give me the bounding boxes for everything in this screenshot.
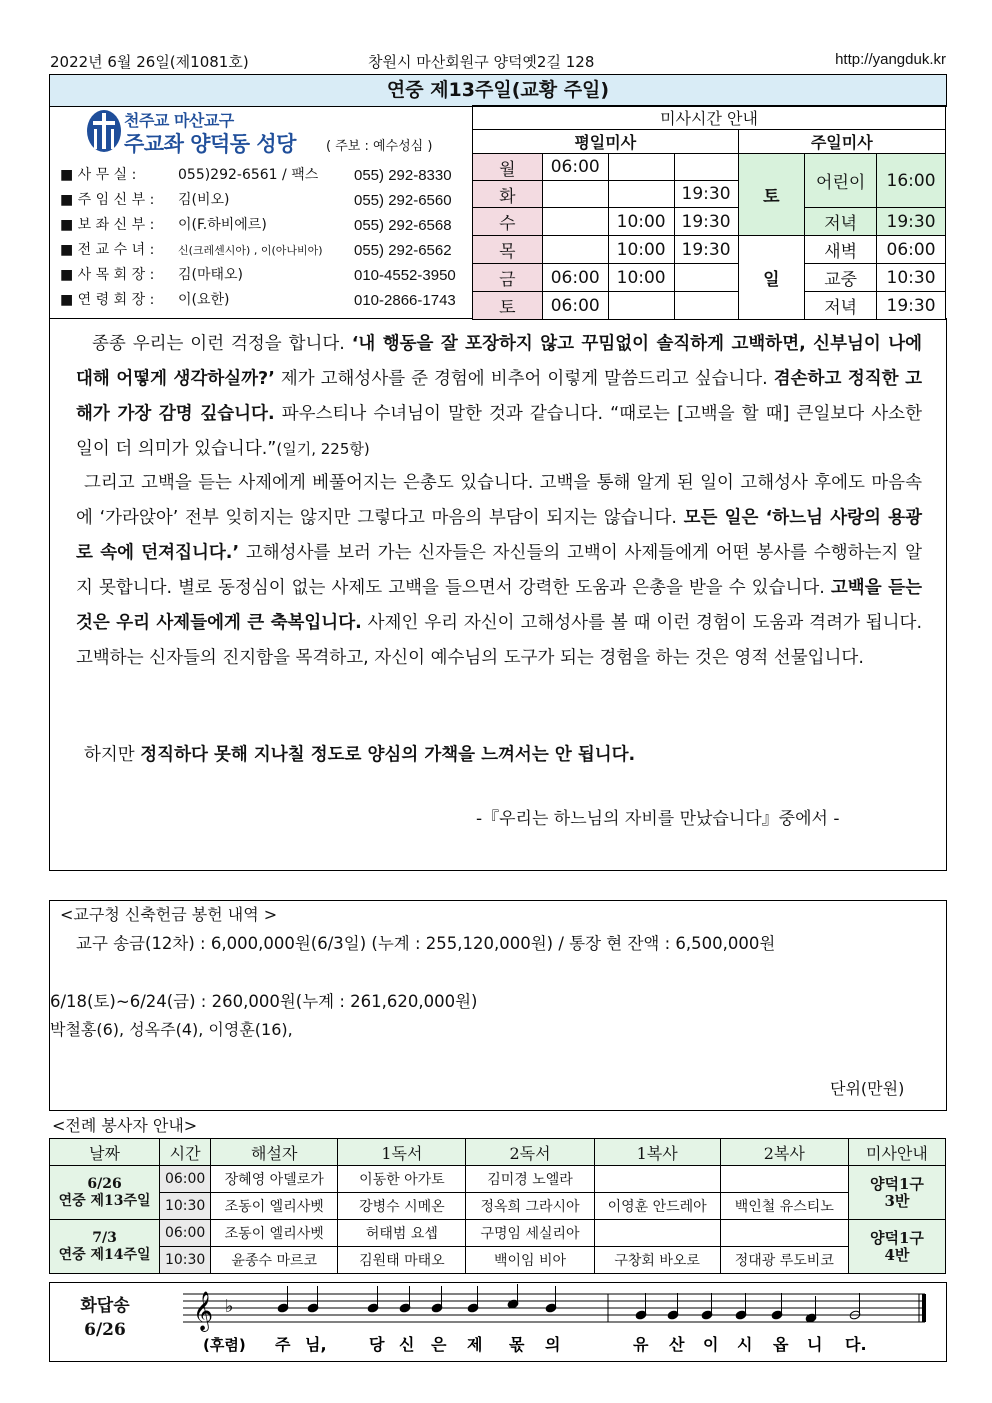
weekday-mass-title: 평일미사 xyxy=(473,130,739,154)
weekday-label: 토 xyxy=(473,292,543,320)
mass-time: 19:30 xyxy=(674,236,738,264)
mass-schedule-title: 미사시간 안내 xyxy=(473,106,946,130)
lyric-syllable: 당 xyxy=(369,1335,385,1354)
column-header: 날짜 xyxy=(50,1139,160,1166)
lyric-syllable: 유 xyxy=(633,1335,649,1354)
mass-time: 10:00 xyxy=(608,264,674,292)
reflection-paragraph-2: 그리고 고백을 듣는 사제에게 베풀어지는 은총도 있습니다. 고백을 통해 알게 된 일이 고해성사 후에도 마음속에 ‘가라앉아’ 전부 잊히지는 않지만 그렇다고 마음의 부담이 되지는 않습니다. 모든 일은 ‘하느님 사랑의 용광로 속에 던져집니다.’ 고해성사를 보러 가는 신자들은 자신들의 고백이 사제들에게 어떤 봉사를 수행하는지 알지 못합니다. 별로 동정심이 없는 사제도 고백을 들으면서 강력한 도움과 은총을 받을 수 있습니다. 고백을 듣는 것은 우리 사제들에게 큰 축복입니다. 사제인 우리 자신이 고해성사를 볼 때 이런 경험이 도움과 격려가 됩니다. 고백하는 신자들의 진지함을 목격하고, 자신이 예수님의 도구가 되는 경험을 하는 것은 영적 선물입니다. xyxy=(76,473,923,668)
offering-diocese-transfer: 교구 송금(12차) : 6,000,000원(6/3일) (누계 : 255,120,000원) / 통장 현 잔액 : 6,500,000원 xyxy=(76,934,776,953)
contact-row: ■ 전 교 수 녀 : 신(크레센시아) , 이(아나비아) 055) 292-6562 xyxy=(60,242,452,259)
psalm-lyrics xyxy=(203,1335,867,1354)
offering-donors: 박철홍(6), 성옥주(4), 이영훈(16), xyxy=(50,1020,293,1039)
lyric-syllable: 니 xyxy=(807,1335,823,1354)
mass-time xyxy=(608,154,674,181)
table-row: 10:30 조동이 엘리사벳 강병수 시메온 정옥희 그라시아 이영훈 안드레아 백인철 유스티노 xyxy=(50,1193,946,1220)
weekday-label: 목 xyxy=(473,236,543,264)
lyric-syllable: 다. xyxy=(845,1335,867,1354)
service-table xyxy=(49,1138,946,1274)
sunday-label: 일 xyxy=(738,236,805,320)
mass-time xyxy=(608,292,674,320)
lyric-syllable: 님, xyxy=(305,1335,327,1354)
psalm-label: 화답송 6/26 xyxy=(80,1296,130,1340)
weekday-label: 화 xyxy=(473,181,543,208)
issue-date: 2022년 6월 26일(제1081호) xyxy=(50,53,249,71)
lyric-syllable: 옵 xyxy=(773,1335,789,1354)
column-header: 시간 xyxy=(160,1139,211,1166)
service-date: 6/26 연중 제13주일 xyxy=(50,1166,160,1220)
treble-clef-icon: 𝄞 xyxy=(193,1291,214,1331)
sunday-mass-name: 교중 xyxy=(805,264,877,292)
sunday-mass-name: 어린이 xyxy=(805,154,877,208)
lyric-syllable: 몫 xyxy=(509,1335,525,1354)
lyric-syllable: 신 xyxy=(399,1335,415,1354)
weekday-label: 수 xyxy=(473,208,543,236)
mass-time xyxy=(674,264,738,292)
lyric-syllable: 시 xyxy=(737,1335,753,1354)
church-address: 창원시 마산회원구 양덕옛2길 128 xyxy=(368,53,595,71)
psalm-music-staff xyxy=(183,1284,935,1358)
lyric-syllable: 주 xyxy=(275,1335,291,1354)
sunday-mass-name: 새벽 xyxy=(805,236,877,264)
offering-title: <교구청 신축헌금 봉헌 내역 > xyxy=(60,905,278,924)
mass-guide: 양덕1구 4반 xyxy=(848,1220,945,1274)
contact-row: ■ 사 목 회 장 : 김(마태오) 010-4552-3950 xyxy=(60,267,456,284)
contact-row: ■ 연 령 회 장 : 이(요한) 010-2866-1743 xyxy=(60,292,456,309)
reflection-paragraph-3: 하지만 정직하다 못해 지나칠 정도로 양심의 가책을 느껴서는 안 됩니다. xyxy=(84,745,636,765)
mass-time xyxy=(674,292,738,320)
lyric-syllable: (후렴) xyxy=(203,1336,246,1354)
sunday-mass-time: 16:00 xyxy=(877,154,946,208)
offering-unit: 단위(만원) xyxy=(830,1079,905,1098)
mass-time xyxy=(542,236,608,264)
website-link[interactable]: http://yangduk.kr xyxy=(835,51,946,68)
lyric-syllable: 이 xyxy=(703,1335,719,1354)
mass-time xyxy=(542,208,608,236)
flat-icon: ♭ xyxy=(225,1296,234,1317)
lyric-syllable: 은 xyxy=(431,1335,447,1354)
mass-guide: 양덕1구 3반 xyxy=(848,1166,945,1220)
lyric-syllable: 의 xyxy=(545,1335,561,1354)
mass-time: 19:30 xyxy=(674,208,738,236)
table-row: 10:30 윤종수 마르코 김원태 마태오 백이임 비아 구창회 바오로 정대광 루도비코 xyxy=(50,1247,946,1274)
mass-time: 06:00 xyxy=(542,292,608,320)
service-title: <전례 봉사자 안내> xyxy=(52,1116,198,1135)
mass-time: 10:00 xyxy=(608,208,674,236)
reflection-paragraph-1: 종종 우리는 이런 걱정을 합니다. ‘내 행동을 잘 포장하지 않고 꾸밈없이 솔직하게 고백하면, 신부님이 나에 대해 어떻게 생각하실까?’ 제가 고해성사를 준 경험에 비추어 이렇게 말씀드리고 싶습니다. 겸손하고 정직한 고해가 가장 감명 깊습니다. 파우스티나 수녀님이 말한 것과 같습니다. “때로는 [고백을 할 때] 큰일보다 사소한 일이 더 의미가 있습니다.”(일기, 225항) xyxy=(76,334,923,459)
column-header: 미사안내 xyxy=(848,1139,945,1166)
sunday-mass-time: 10:30 xyxy=(877,264,946,292)
mass-time xyxy=(608,181,674,208)
column-header: 2복사 xyxy=(720,1139,848,1166)
mass-time xyxy=(674,154,738,181)
mass-time: 10:00 xyxy=(608,236,674,264)
table-row: 7/3 연중 제14주일 06:00 조동이 엘리사벳 허태범 요셉 구명임 세실리아 양덕1구 4반 xyxy=(50,1220,946,1247)
saturday-label: 토 xyxy=(738,154,805,236)
mass-time: 06:00 xyxy=(542,154,608,181)
weekday-label: 금 xyxy=(473,264,543,292)
contact-list xyxy=(60,163,470,313)
lyric-syllable: 산 xyxy=(669,1335,685,1354)
lyric-syllable: 제 xyxy=(467,1335,483,1354)
weekday-label: 월 xyxy=(473,154,543,181)
mass-time xyxy=(542,181,608,208)
sunday-mass-name: 저녁 xyxy=(805,292,877,320)
sunday-mass-time: 06:00 xyxy=(877,236,946,264)
column-header: 2독서 xyxy=(466,1139,594,1166)
page-title: 연중 제13주일(교황 주일) xyxy=(49,74,947,107)
parish-logo-icon xyxy=(86,109,122,153)
column-header: 1복사 xyxy=(594,1139,720,1166)
contact-row: ■ 주 임 신 부 : 김(비오) 055) 292-6560 xyxy=(60,192,452,209)
table-row: 6/26 연중 제13주일 06:00 장혜영 아델로가 이동한 아가토 김미경 노엘라 양덕1구 3반 xyxy=(50,1166,946,1193)
contact-row: ■ 보 좌 신 부 : 이(F.하비에르) 055) 292-6568 xyxy=(60,217,452,234)
mass-schedule-table xyxy=(472,105,946,320)
service-header-row xyxy=(50,1139,946,1166)
parish-name: 주교좌 양덕동 성당 xyxy=(124,132,296,156)
mass-time: 06:00 xyxy=(542,264,608,292)
contact-row: ■ 사 무 실 : 055)292-6561 / 팩스 055) 292-8330 xyxy=(60,167,452,184)
column-header: 1독서 xyxy=(338,1139,466,1166)
sunday-mass-time: 19:30 xyxy=(877,292,946,320)
psalm-notes xyxy=(277,1284,861,1323)
mass-time: 19:30 xyxy=(674,181,738,208)
patron-label: ( 주보 : 예수성심 ) xyxy=(326,139,433,154)
offering-weekly-total: 6/18(토)~6/24(금) : 260,000원(누계 : 261,620,000원) xyxy=(50,992,478,1011)
diocese-name: 천주교 마산교구 xyxy=(124,111,234,130)
column-header: 해설자 xyxy=(211,1139,338,1166)
sunday-mass-time: 19:30 xyxy=(877,208,946,236)
sunday-mass-name: 저녁 xyxy=(805,208,877,236)
service-date: 7/3 연중 제14주일 xyxy=(50,1220,160,1274)
sunday-mass-title: 주일미사 xyxy=(738,130,945,154)
reflection-source: -『우리는 하느님의 자비를 만났습니다』중에서 - xyxy=(476,809,840,829)
